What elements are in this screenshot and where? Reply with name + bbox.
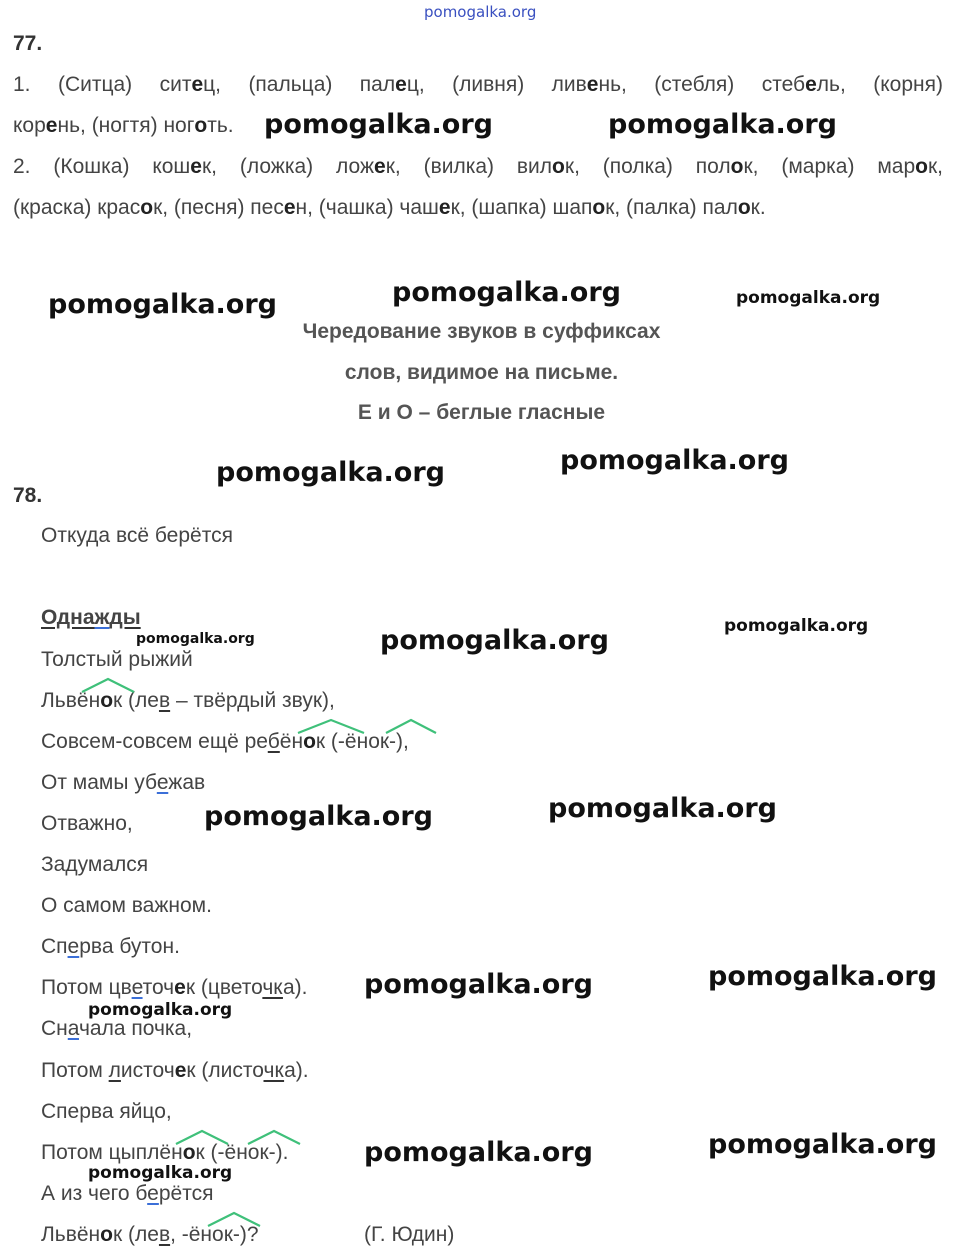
poem-line-9: Сперва бутон.: [41, 935, 180, 958]
poem-line-5: От мамы убежав: [41, 771, 206, 794]
watermark: pomogalka.org: [380, 625, 609, 656]
watermark: pomogalka.org: [204, 801, 433, 832]
watermark: pomogalka.org: [48, 289, 277, 320]
suffix-arc-icon: [206, 1210, 262, 1228]
exercise-77-number: 77.: [13, 32, 43, 55]
exercise-78-number: 78.: [13, 484, 43, 507]
suffix-arc-icon: [296, 717, 366, 735]
poem-line-3: Львёнок (лев – твёрдый звук),: [41, 689, 335, 712]
watermark: pomogalka.org: [708, 961, 937, 992]
ex77-line-4: (краска) красок, (песня) песен, (чашка) чашек, (шапка) шапок, (палка) палок.: [13, 196, 766, 219]
watermark: pomogalka.org: [392, 277, 621, 308]
ex77-line-3: 2. (Кошка) кошек, (ложка) ложек, (вилка) вилок, (полка) полок, (марка) марок,: [13, 155, 943, 178]
watermark: pomogalka.org: [608, 109, 837, 140]
poem-line-4: Совсем-совсем ещё ребёнок (-ёнок-),: [41, 730, 409, 753]
watermark: pomogalka.org: [736, 288, 881, 308]
poem-line-14: Потом цыплёнок (-ёнок-).: [41, 1141, 289, 1164]
poem-line-8: О самом важном.: [41, 894, 212, 917]
ex77-line-2: корень, (ногтя) ноготь.: [13, 114, 234, 137]
watermark: pomogalka.org: [560, 445, 789, 476]
poem-line-16: Львёнок (лев, -ёнок-)?: [41, 1223, 259, 1246]
section-heading-line-2: слов, видимое на письме.: [344, 361, 619, 384]
suffix-arc-icon: [384, 717, 438, 735]
watermark: pomogalka.org: [88, 1000, 233, 1020]
suffix-arc-icon: [80, 676, 136, 694]
watermark-top: pomogalka.org: [424, 3, 537, 21]
watermark: pomogalka.org: [264, 109, 493, 140]
suffix-arc-icon: [246, 1128, 302, 1146]
poem-line-7: Задумался: [41, 853, 149, 876]
poem-author: (Г. Юдин): [364, 1223, 455, 1246]
poem-line-2: Толстый рыжий: [41, 648, 193, 671]
poem-line-15: А из чего берётся: [41, 1182, 214, 1205]
poem-line-12: Потом листочек (листочка).: [41, 1059, 309, 1082]
watermark: pomogalka.org: [548, 793, 777, 824]
watermark: pomogalka.org: [136, 631, 255, 647]
suffix-arc-icon: [174, 1128, 230, 1146]
watermark: pomogalka.org: [724, 616, 869, 636]
watermark: pomogalka.org: [708, 1129, 937, 1160]
ex77-line-1: 1. (Ситца) ситец, (пальца) палец, (ливня) ливень, (стебля) стебель, (корня): [13, 73, 943, 96]
poem-line-6: Отважно,: [41, 812, 133, 835]
poem-line-1: Однажды: [41, 606, 141, 629]
poem-title: Откуда всё берётся: [41, 524, 233, 547]
poem-line-13: Сперва яйцо,: [41, 1100, 172, 1123]
watermark: pomogalka.org: [88, 1163, 233, 1183]
section-heading-line-3: Е и О – беглые гласные: [357, 401, 606, 424]
poem-line-11: Сначала почка,: [41, 1017, 193, 1040]
watermark: pomogalka.org: [216, 457, 445, 488]
poem-line-10: Потом цветочек (цветочка).: [41, 976, 308, 999]
section-heading-line-1: Чередование звуков в суффиксах: [302, 320, 661, 343]
watermark: pomogalka.org: [364, 1137, 593, 1168]
watermark: pomogalka.org: [364, 969, 593, 1000]
